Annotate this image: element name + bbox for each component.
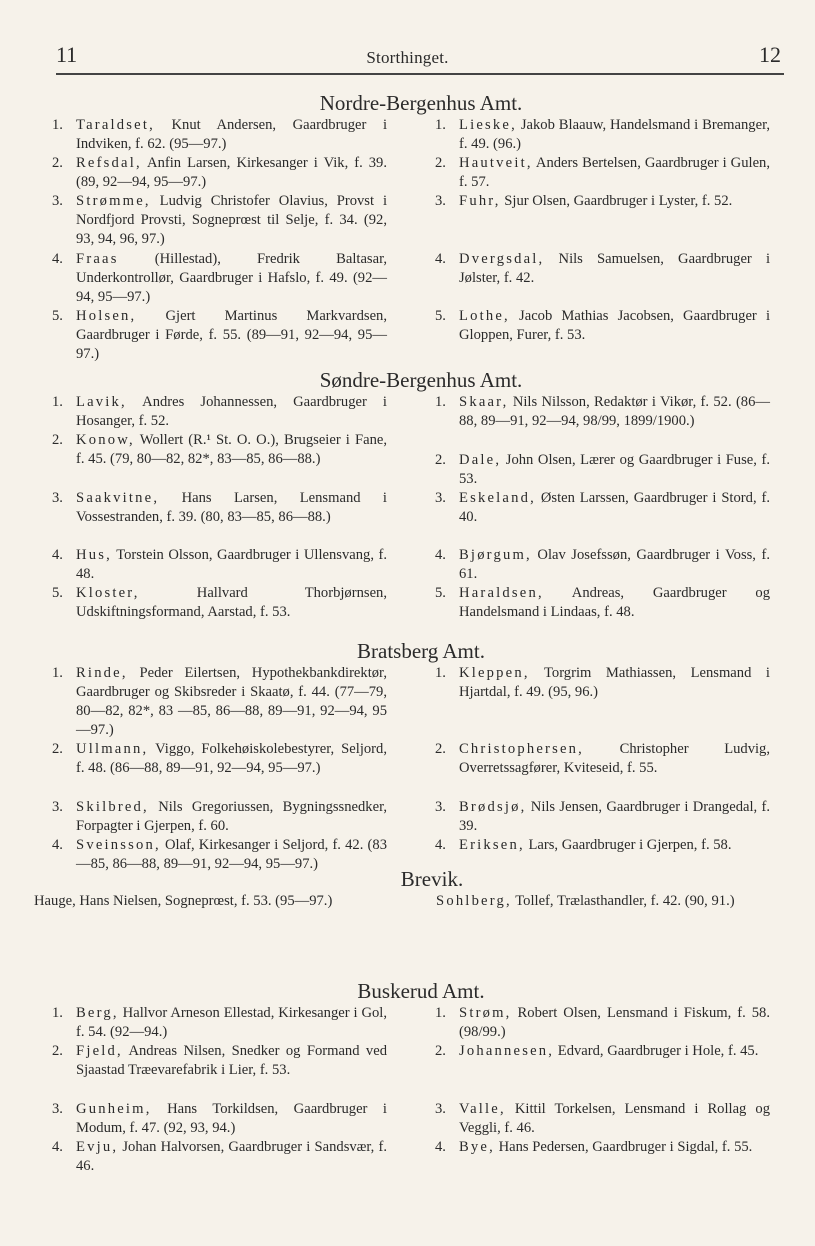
section-brevik <box>34 866 794 936</box>
list-item: 1. Lavik, Andres Johannessen, Gaardbruger i Hosanger, f. 52. <box>52 394 387 429</box>
surname: Fuhr, <box>459 193 501 209</box>
surname: Eriksen, <box>459 837 525 853</box>
surname: Konow, <box>76 432 135 448</box>
section-title: Brevik. <box>400 867 464 891</box>
list-item: 3. Valle, Kittil Torkelsen, Lensmand i Rollag og Veggli, f. 46. <box>435 1101 770 1136</box>
surname: Fraas <box>76 251 119 267</box>
surname: Dvergsdal, <box>459 251 545 267</box>
section-sondre-bergenhus <box>52 367 790 623</box>
surname: Valle, <box>459 1101 506 1117</box>
list-item: 5. Kloster, Hallvard Thorbjørnsen, Udskiftningsformand, Aarstad, f. 53. <box>52 585 387 620</box>
list-item: 5. Haraldsen, Andreas, Gaardbruger og Handelsmand i Lindaas, f. 48. <box>435 585 770 620</box>
list-item: 1. Taraldset, Knut Andersen, Gaardbruger i Indviken, f. 62. (95—97.) <box>52 117 387 152</box>
right-page-number: 12 <box>759 42 781 67</box>
section-title: Søndre-Bergenhus Amt. <box>319 368 523 392</box>
section-bratsberg <box>52 638 790 872</box>
list-item: 2. Konow, Wollert (R.¹ St. O. O.), Brugseier i Fane, f. 45. (79, 80—82, 82*, 83—85, 86—88.) <box>52 432 387 467</box>
list-item: 1. Berg, Hallvor Arneson Ellestad, Kirkesanger i Gol, f. 54. (92—94.) <box>52 1005 387 1040</box>
surname: Lieske, <box>459 117 517 133</box>
list-item: 2. Christophersen, Christopher Ludvig, Overretssagfører, Kviteseid, f. 55. <box>435 741 770 776</box>
surname: Haraldsen, <box>459 585 544 601</box>
list-item: 3. Fuhr, Sjur Olsen, Gaardbruger i Lyster, f. 52. <box>435 193 733 209</box>
list-item: 1. Rinde, Peder Eilertsen, Hypothekbankdirektør, Gaardbruger og Skibsreder i Skaatø, f. 44. (77—79, 80—82, 82*, 83 —85, 86—88, 89—91, 92—94, 95—97.) <box>52 665 387 738</box>
surname: Kleppen, <box>459 665 530 681</box>
surname: Johannesen, <box>459 1043 555 1059</box>
surname: Refsdal, <box>76 155 142 171</box>
list-item: 4. Sveinsson, Olaf, Kirkesanger i Seljord, f. 42. (83—85, 86—88, 89—91, 92—94, 95—97.) <box>52 837 387 872</box>
surname: Taraldset, <box>76 117 155 133</box>
surname: Lothe, <box>459 308 510 324</box>
list-item: 3. Saakvitne, Hans Larsen, Lensmand i Vossestranden, f. 39. (80, 83—85, 86—88.) <box>52 490 387 525</box>
surname: Christophersen, <box>459 741 585 757</box>
list-item: 2. Johannesen, Edvard, Gaardbruger i Hole, f. 45. <box>435 1043 759 1059</box>
section-title: Bratsberg Amt. <box>357 639 485 663</box>
surname: Ullmann, <box>76 741 149 757</box>
list-item: 3. Eskeland, Østen Larssen, Gaardbruger i Stord, f. 40. <box>435 490 770 525</box>
surname: Bjørgum, <box>459 547 532 563</box>
header-rule <box>56 73 784 75</box>
surname: Bye, <box>459 1139 495 1155</box>
list-item: 3. Strømme, Ludvig Christofer Olavius, Provst i Nordfjord Provsti, Sogneprœst til Selje, f. 34. (92, 93, 94, 96, 97.) <box>52 193 387 247</box>
surname: Hautveit, <box>459 155 533 171</box>
list-item: 5. Lothe, Jacob Mathias Jacobsen, Gaardbruger i Gloppen, Furer, f. 53. <box>435 308 770 343</box>
list-item: 1. Lieske, Jakob Blaauw, Handelsmand i Bremanger, f. 49. (96.) <box>435 117 770 152</box>
surname: Hus, <box>76 547 112 563</box>
list-item: Hauge, Hans Nielsen, Sogneprœst, f. 53. (95—97.) <box>34 893 333 909</box>
surname: Berg, <box>76 1005 119 1021</box>
surname: Sveinsson, <box>76 837 161 853</box>
section-title: Buskerud Amt. <box>357 979 485 1003</box>
list-item: 4. Bjørgum, Olav Josefssøn, Gaardbruger i Voss, f. 61. <box>435 547 770 582</box>
surname: Kloster, <box>76 585 140 601</box>
surname: Strøm, <box>459 1005 512 1021</box>
list-item: 2. Fjeld, Andreas Nilsen, Snedker og Formand ved Sjaastad Træevarefabrik i Lier, f. 53. <box>52 1043 387 1078</box>
section-buskerud <box>52 978 790 1204</box>
surname: Holsen, <box>76 308 137 324</box>
list-item: 4. Bye, Hans Pedersen, Gaardbruger i Sigdal, f. 55. <box>435 1139 753 1155</box>
surname: Lavik, <box>76 394 127 410</box>
list-item: 5. Holsen, Gjert Martinus Markvardsen, Gaardbruger i Førde, f. 55. (89—91, 92—94, 95—97.) <box>52 308 387 362</box>
surname: Skaar, <box>459 394 509 410</box>
section-title: Nordre-Bergenhus Amt. <box>319 91 523 115</box>
section-nordre-bergenhus <box>52 90 790 362</box>
list-item: 3. Skilbred, Nils Gregoriussen, Bygningssnedker, Forpagter i Gjerpen, f. 60. <box>52 799 387 834</box>
list-item: 3. Brødsjø, Nils Jensen, Gaardbruger i Drangedal, f. 39. <box>435 799 770 834</box>
surname: Rinde, <box>76 665 128 681</box>
surname: Strømme, <box>76 193 151 209</box>
list-item: 4. Dvergsdal, Nils Samuelsen, Gaardbruger i Jølster, f. 42. <box>435 251 770 286</box>
list-item: 1. Strøm, Robert Olsen, Lensmand i Fiskum, f. 58. (98/99.) <box>435 1005 770 1040</box>
surname: Evju, <box>76 1139 119 1155</box>
surname: Fjeld, <box>76 1043 123 1059</box>
list-item: 3. Gunheim, Hans Torkildsen, Gaardbruger i Modum, f. 47. (92, 93, 94.) <box>52 1101 387 1136</box>
list-item: 4. Hus, Torstein Olsson, Gaardbruger i Ullensvang, f. 48. <box>52 547 387 582</box>
list-item: 4. Eriksen, Lars, Gaardbruger i Gjerpen, f. 58. <box>435 837 732 853</box>
surname: Eskeland, <box>459 490 536 506</box>
list-item: 1. Kleppen, Torgrim Mathiassen, Lensmand i Hjartdal, f. 49. (95, 96.) <box>435 665 770 700</box>
list-item: 2. Dale, John Olsen, Lærer og Gaardbruger i Fuse, f. 53. <box>435 452 770 487</box>
surname: Sohlberg, <box>436 893 512 909</box>
surname: Brødsjø, <box>459 799 527 815</box>
left-page-number: 11 <box>56 42 78 67</box>
list-item: 2. Ullmann, Viggo, Folkehøiskolebestyrer, Seljord, f. 48. (86—88, 89—91, 92—94, 95—97.) <box>52 741 387 776</box>
list-item: 4. Fraas (Hillestad), Fredrik Baltasar, Underkontrollør, Gaardbruger i Hafslo, f. 49. (92—94, 95—97.) <box>52 251 387 305</box>
page-header <box>0 0 815 80</box>
list-item: 2. Refsdal, Anfin Larsen, Kirkesanger i Vik, f. 39. (89, 92—94, 95—97.) <box>52 155 387 190</box>
list-item: 2. Hautveit, Anders Bertelsen, Gaardbruger i Gulen, f. 57. <box>435 155 770 190</box>
surname: Saakvitne, <box>76 490 160 506</box>
list-item: Sohlberg, Tollef, Trælasthandler, f. 42. (90, 91.) <box>436 893 735 909</box>
list-item: 4. Evju, Johan Halvorsen, Gaardbruger i Sandsvær, f. 46. <box>52 1139 387 1174</box>
surname: Gunheim, <box>76 1101 152 1117</box>
surname: Dale, <box>459 452 502 468</box>
list-item: 1. Skaar, Nils Nilsson, Redaktør i Vikør, f. 52. (86—88, 89—91, 92—94, 98/99, 1899/1900.) <box>435 394 770 429</box>
surname: Skilbred, <box>76 799 149 815</box>
running-title: Storthinget. <box>366 48 449 67</box>
